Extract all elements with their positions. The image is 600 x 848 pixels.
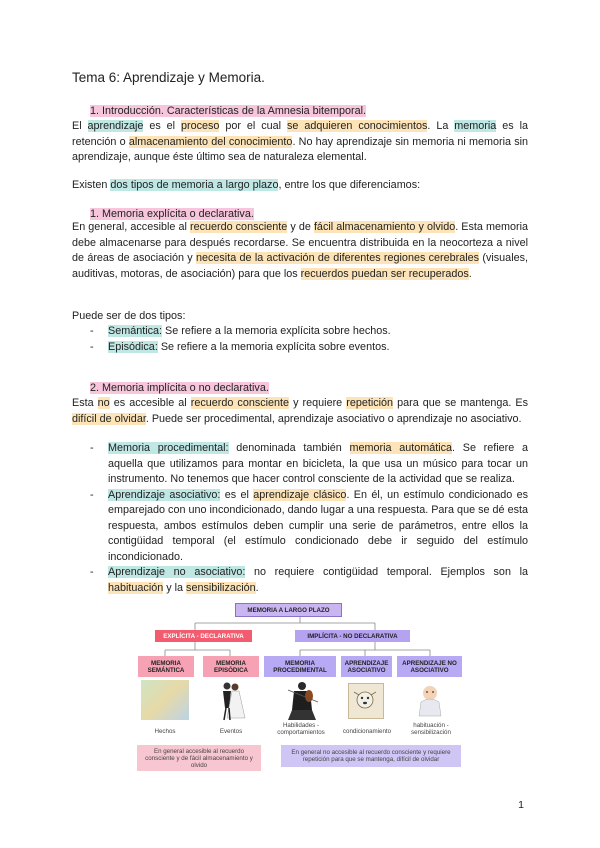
explicit-types-intro: Puede ser de dos tipos: [72, 310, 186, 322]
explicit-list [90, 324, 528, 355]
diagram-implicit: IMPLÍCITA - NO DECLARATIVA [295, 630, 410, 642]
violinist-image [282, 680, 322, 722]
diagram-leaf-associative: APRENDIZAJE ASOCIATIVO [341, 656, 392, 677]
implicit-list [90, 441, 529, 596]
caption-episodic: Eventos [219, 728, 243, 735]
world-map-image [141, 680, 189, 720]
page-number: 1 [518, 799, 524, 811]
intro-paragraph: El aprendizaje es el proceso por el cual se adquieren conocimientos. La memoria es la retención o almacenamiento del conocimiento. No hay aprendizaje sin memoria ni memoria sin aprendizaje, aunque éste último sea de naturaleza elemental. [72, 120, 529, 163]
explicit-paragraph: En general, accesible al recuerdo consciente y de fácil almacenamiento y olvido. Esta memoria debe almacenarse para después recordarse. Se encuentra distribuida en la neocorteza a nivel de áreas de asociación y necesita de la activación de diferentes regiones cerebrales (visuales, auditivas, motoras, de asociación) para que los recuerdos puedan ser recuperados. [72, 221, 528, 280]
list-item: - Semántica: Se refiere a la memoria explícita sobre hechos. [90, 325, 391, 337]
note-implicit: En general no accesible al recuerdo consciente y requiere repetición para que se mantenga, difícil de olvidar [281, 745, 461, 767]
diagram-leaf-procedural: MEMORIA PROCEDIMENTAL [264, 656, 336, 677]
section-heading-1: 1. Introducción. Características de la Amnesia bitemporal. [90, 105, 367, 117]
caption-procedural: Habilidades - comportamientos [277, 722, 325, 736]
caption-semantic: Hechos [154, 728, 176, 735]
diagram-leaf-semantic: MEMORIA SEMÁNTICA [138, 656, 194, 677]
section-heading-explicit: 1. Memoria explícita o declarativa. [90, 208, 254, 220]
memory-diagram [135, 600, 465, 775]
diagram-explicit: EXPLÍCITA - DECLARATIVA [155, 630, 252, 642]
list-item: - Episódica: Se refiere a la memoria explícita sobre eventos. [90, 340, 390, 353]
implicit-paragraph: Esta no es accesible al recuerdo consciente y requiere repetición para que se mantenga. Es difícil de olvidar. Puede ser procedimental, aprendizaje asociativo o aprendizaje no asociativo. [72, 397, 528, 425]
list-item: - Aprendizaje no asociativo: no requiere contigüidad temporal. Ejemplos son la habituación y la sensibilización. [90, 566, 529, 594]
page-title: Tema 6: Aprendizaje y Memoria. [72, 70, 265, 85]
section-heading-implicit: 2. Memoria implícita o no declarativa. [90, 382, 269, 394]
list-item: - Memoria procedimental: denominada también memoria automática. Se refiere a aquella que utilizamos para montar en bicicleta, la que usa un músico para tocar un instrumento. No tenemos que hacer control consciente de la actividad que se realiza. [90, 442, 528, 485]
diagram-leaf-nonassociative: APRENDIZAJE NO ASOCIATIVO [397, 656, 462, 677]
caption-associative: condicionamiento [342, 728, 392, 735]
types-paragraph: Existen dos tipos de memoria a largo plazo, entre los que diferenciamos: [72, 179, 421, 191]
note-explicit: En general accesible al recuerdo consciente y de fácil almacenamiento y olvido [137, 745, 261, 771]
list-item: - Aprendizaje asociativo: es el aprendizaje clásico. En él, un estímulo condicionado es emparejado con uno incondicionado, dando lugar a una respuesta. Para que se dé esta respuesta, ambos estímulos deben cumplir una serie de parámetros, entre ellos la contigüidad temporal (el estímulo condicionado debe ir seguido del estímulo incondicionado. [90, 488, 528, 563]
dog-icon [350, 686, 380, 714]
baby-image [415, 684, 445, 718]
diagram-root: MEMORIA A LARGO PLAZO [235, 603, 342, 617]
caption-nonassociative: habituación - sensibilización [411, 722, 451, 736]
dancers-image [213, 680, 249, 722]
diagram-leaf-episodic: MEMORIA EPISÓDICA [203, 656, 259, 677]
